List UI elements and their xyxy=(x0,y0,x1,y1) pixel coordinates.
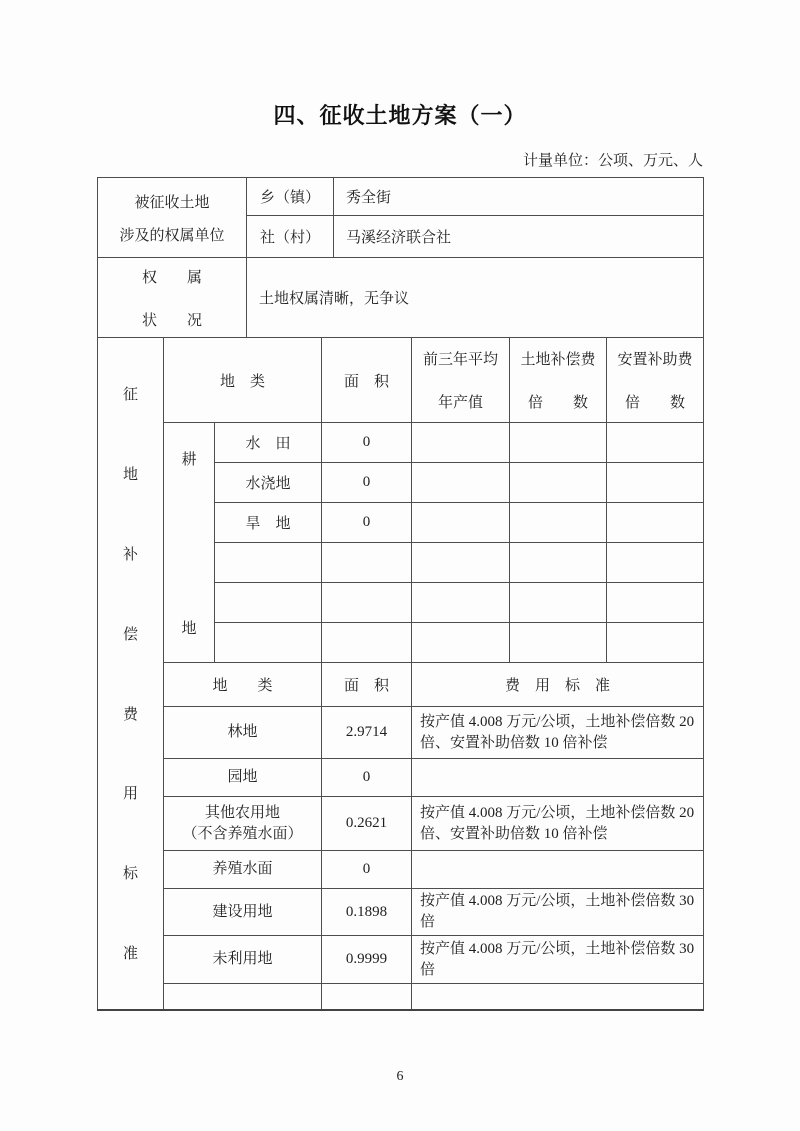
area-cell xyxy=(322,623,412,663)
land-type-cell xyxy=(164,797,322,851)
side-label-char: 准 xyxy=(122,946,138,963)
side-label-char: 用 xyxy=(122,786,138,803)
area-cell xyxy=(322,984,412,1010)
land-type-line1: 林地 xyxy=(227,724,258,740)
land-comp-cell xyxy=(510,623,607,663)
village-label: 社（村） xyxy=(247,216,334,258)
table-row xyxy=(98,797,704,851)
ownership-status-value: 土地权属清晰，无争议 xyxy=(247,258,704,338)
area-cell: 0.2621 xyxy=(322,797,412,851)
area-cell: 0 xyxy=(322,759,412,797)
table-subheader-row xyxy=(98,663,704,707)
table-row xyxy=(98,984,704,1010)
header-annual-output-line1: 前三年平均 xyxy=(423,352,499,368)
cultivated-land-group-label xyxy=(164,423,215,663)
header-resettle-line1: 安置补助费 xyxy=(617,352,693,368)
area-cell: 0 xyxy=(322,503,412,543)
land-type-cell xyxy=(215,543,322,583)
area-cell: 2.9714 xyxy=(322,707,412,759)
header-resettle-line2: 倍 数 xyxy=(625,395,686,411)
header-land-comp-line1: 土地补偿费 xyxy=(520,352,596,368)
land-comp-cell xyxy=(510,503,607,543)
output-cell xyxy=(412,423,510,463)
side-label-char: 地 xyxy=(122,467,138,484)
table-row xyxy=(98,851,704,889)
resettle-cell xyxy=(607,623,704,663)
cultivated-label-char: 耕 xyxy=(181,451,197,468)
land-type-line1: 养殖水面 xyxy=(212,861,273,877)
land-type-cell xyxy=(164,889,322,936)
land-type-cell xyxy=(164,759,322,797)
resettle-cell xyxy=(607,543,704,583)
ownership-status-label-line2: 状 况 xyxy=(141,312,202,329)
land-type-line1: 其他农用地 xyxy=(205,804,281,821)
land-type-cell: 旱 地 xyxy=(215,503,322,543)
subheader-area: 面 积 xyxy=(322,663,412,707)
side-label-char: 补 xyxy=(122,546,138,563)
subheader-fee-standard: 费 用 标 准 xyxy=(412,663,704,707)
fee-standard-cell: 按产值 4.008 万元/公顷，土地补偿倍数 20 倍、安置补助倍数 10 倍补偿 xyxy=(412,707,704,759)
land-type-cell xyxy=(164,851,322,889)
land-comp-cell xyxy=(510,583,607,623)
land-comp-cell xyxy=(510,543,607,583)
area-cell xyxy=(322,543,412,583)
affected-units-label-line2: 涉及的权属单位 xyxy=(119,227,225,244)
land-type-line1: 园地 xyxy=(227,769,258,785)
side-label-compensation-standard xyxy=(98,338,164,1010)
form-tables xyxy=(97,177,703,1011)
area-cell: 0 xyxy=(322,423,412,463)
header-annual-output-line2: 年产值 xyxy=(438,395,484,411)
land-comp-cell xyxy=(510,463,607,503)
header-land-comp-line2: 倍 数 xyxy=(528,395,589,411)
land-type-cell xyxy=(215,583,322,623)
land-type-line1: 建设用地 xyxy=(212,903,273,920)
cultivated-label-char: 地 xyxy=(181,620,197,637)
table-row xyxy=(98,258,704,338)
subheader-land-type: 地 类 xyxy=(164,663,322,707)
land-comp-cell xyxy=(510,423,607,463)
header-land-type: 地 类 xyxy=(164,338,322,423)
output-cell xyxy=(412,543,510,583)
land-type-cell xyxy=(215,623,322,663)
affected-units-label xyxy=(98,178,247,258)
header-resettlement-multiple xyxy=(607,338,704,423)
land-type-cell: 水浇地 xyxy=(215,463,322,503)
ownership-status-label xyxy=(98,258,247,338)
table-row xyxy=(98,178,704,216)
land-type-cell: 水 田 xyxy=(215,423,322,463)
area-cell: 0.9999 xyxy=(322,936,412,984)
table-row xyxy=(98,707,704,759)
fee-standard-cell xyxy=(412,851,704,889)
land-type-cell xyxy=(164,936,322,984)
output-cell xyxy=(412,463,510,503)
fee-standard-cell: 按产值 4.008 万元/公顷，土地补偿倍数 20 倍、安置补助倍数 10 倍补偿 xyxy=(412,797,704,851)
side-label-char: 标 xyxy=(122,866,138,883)
resettle-cell xyxy=(607,423,704,463)
affected-units-label-line1: 被征收土地 xyxy=(134,194,210,211)
land-type-line2: （不含养殖水面） xyxy=(182,825,303,842)
fee-standard-cell xyxy=(412,984,704,1010)
compensation-table xyxy=(97,337,704,1011)
fee-standard-cell xyxy=(412,759,704,797)
unit-note: 计量单位：公项、万元、人 xyxy=(522,153,703,169)
land-type-line1: 未利用地 xyxy=(212,951,273,967)
side-label-char: 偿 xyxy=(122,626,138,643)
resettle-cell xyxy=(607,503,704,543)
output-cell xyxy=(412,583,510,623)
table-row xyxy=(98,423,704,463)
village-value: 马溪经济联合社 xyxy=(334,216,704,258)
page-title: 四、征收土地方案（一） xyxy=(273,103,527,128)
page-number: 6 xyxy=(396,1069,404,1084)
table-header-row xyxy=(98,338,704,423)
side-label-char: 征 xyxy=(122,387,138,404)
header-annual-output xyxy=(412,338,510,423)
resettle-cell xyxy=(607,583,704,623)
ownership-status-label-line1: 权 属 xyxy=(141,269,202,286)
ownership-table xyxy=(97,177,704,338)
land-type-cell xyxy=(164,707,322,759)
table-row xyxy=(98,936,704,984)
output-cell xyxy=(412,623,510,663)
land-type-cell xyxy=(164,984,322,1010)
resettle-cell xyxy=(607,463,704,503)
township-label: 乡（镇） xyxy=(247,178,334,216)
header-land-compensation-multiple xyxy=(510,338,607,423)
area-cell: 0.1898 xyxy=(322,889,412,936)
area-cell: 0 xyxy=(322,851,412,889)
area-cell: 0 xyxy=(322,463,412,503)
side-label-char: 费 xyxy=(122,706,138,723)
fee-standard-cell: 按产值 4.008 万元/公顷，土地补偿倍数 30 倍 xyxy=(412,889,704,936)
area-cell xyxy=(322,583,412,623)
output-cell xyxy=(412,503,510,543)
table-row xyxy=(98,759,704,797)
header-area: 面 积 xyxy=(322,338,412,423)
fee-standard-cell: 按产值 4.008 万元/公顷，土地补偿倍数 30 倍 xyxy=(412,936,704,984)
table-row xyxy=(98,889,704,936)
township-value: 秀全街 xyxy=(334,178,704,216)
